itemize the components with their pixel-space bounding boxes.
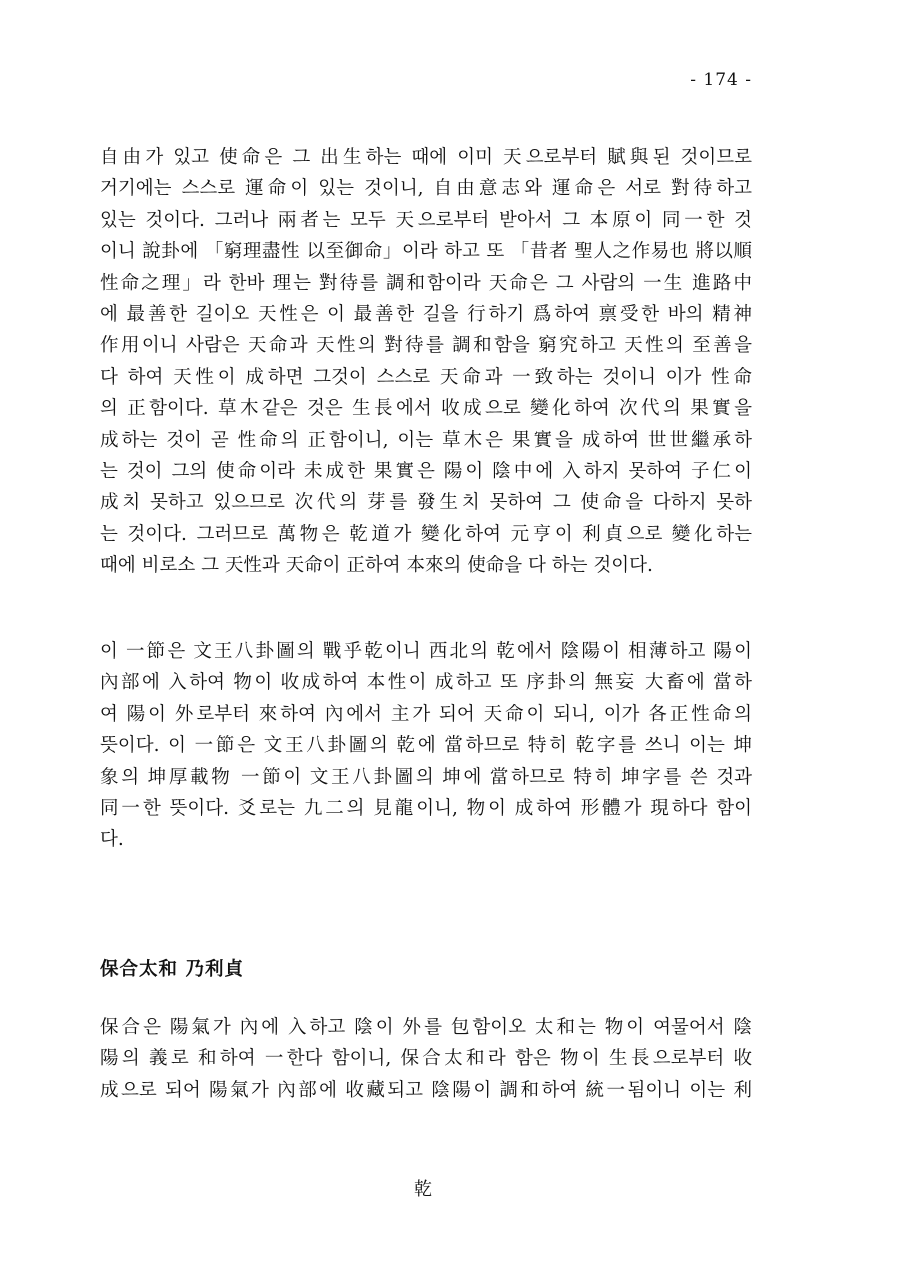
- text-line: 에 最善한 길이오 天性은 이 最善한 길을 行하기 爲하여 禀受한 바의 精神: [100, 303, 752, 325]
- text-line: 뜻이다. 이 一節은 文王八卦圖의 乾에 當하므로 特히 乾字를 쓰니 이는 坤: [100, 735, 752, 757]
- text-line: 다.: [100, 829, 124, 851]
- text-line: 象의 坤厚載物 一節이 文王八卦圖의 坤에 當하므로 特히 坤字를 쓴 것과: [100, 766, 752, 788]
- text-line: 成으로 되어 陽氣가 內部에 收藏되고 陰陽이 調和하여 統一됨이니 이는 利: [100, 1079, 752, 1101]
- page-footer: 乾: [414, 1179, 432, 1200]
- text-line: 內部에 入하여 物이 收成하여 本性이 成하고 또 序卦의 無妄 大畜에 當하: [100, 672, 752, 694]
- text-line: 는 것이 그의 使命이라 未成한 果實은 陽이 陰中에 入하지 못하여 子仁이: [100, 460, 752, 482]
- text-line: 陽의 義로 和하여 一한다 함이니, 保合太和라 함은 物이 生長으로부터 收: [100, 1048, 752, 1070]
- text-line: 性命之理」라 한바 理는 對待를 調和함이라 天命은 그 사람의 一生 進路中: [100, 272, 752, 294]
- section-heading: 保合太和 乃利貞: [100, 959, 244, 980]
- text-line: 다 하여 天性이 成하면 그것이 스스로 天命과 一致하는 것이니 이가 性命: [100, 366, 752, 388]
- text-line: 의 正함이다. 草木같은 것은 生長에서 收成으로 變化하여 次代의 果實을: [100, 398, 752, 420]
- paragraph-3: [100, 1012, 752, 1106]
- text-line: 있는 것이다. 그러나 兩者는 모두 天으로부터 받아서 그 本原이 同一한 것: [100, 209, 752, 231]
- text-line: 保合은 陽氣가 內에 入하고 陰이 外를 包함이오 太和는 物이 여물어서 陰: [100, 1017, 752, 1038]
- text-line: 自由가 있고 使命은 그 出生하는 때에 이미 天으로부터 賦與된 것이므로: [100, 147, 752, 168]
- text-line: 는 것이다. 그러므로 萬物은 乾道가 變化하여 元亨이 利貞으로 變化하는: [100, 523, 752, 545]
- text-line: 同一한 뜻이다. 爻로는 九二의 見龍이니, 物이 成하여 形體가 現하다 함이: [100, 797, 752, 819]
- text-line: 거기에는 스스로 運命이 있는 것이니, 自由意志와 運命은 서로 對待하고: [100, 178, 752, 200]
- paragraph-1: [100, 142, 752, 581]
- text-line: 成치 못하고 있으므로 次代의 芽를 發生치 못하여 그 使命을 다하지 못하: [100, 492, 752, 514]
- text-line: 作用이니 사람은 天命과 天性의 對待를 調和함을 窮究하고 天性의 至善을: [100, 335, 752, 357]
- text-line: 이니 說卦에 「窮理盡性 以至御命」이라 하고 또 「昔者 聖人之作易也 將以順: [100, 241, 752, 263]
- paragraph-2: [100, 636, 752, 856]
- text-line: 때에 비로소 그 天性과 天命이 正하여 本來의 使命을 다 하는 것이다.: [100, 555, 653, 577]
- page-number: - 174 -: [690, 70, 752, 90]
- text-line: 이 一節은 文王八卦圖의 戰乎乾이니 西北의 乾에서 陰陽이 相薄하고 陽이: [100, 641, 752, 662]
- text-line: 成하는 것이 곧 性命의 正함이니, 이는 草木은 果實을 成하여 世世繼承하: [100, 429, 752, 451]
- text-line: 여 陽이 外로부터 來하여 內에서 主가 되어 天命이 되니, 이가 各正性命의: [100, 703, 752, 725]
